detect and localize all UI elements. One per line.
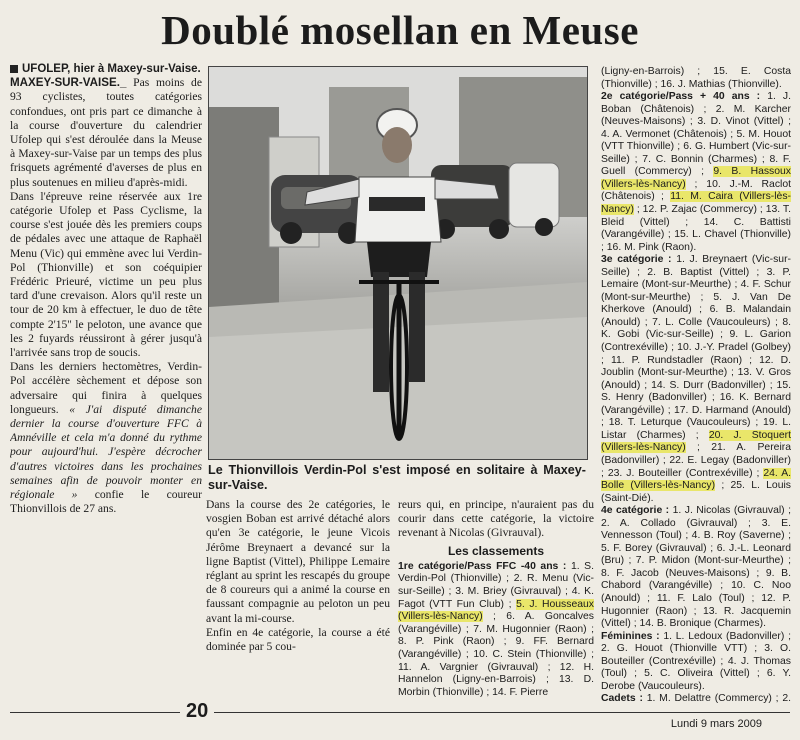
cat3-text-a: 1. J. Breynaert (Vic-sur-Seille) ; 2. B. Baptist (Vittel) ; 3. P. Lemaire (Mont-sur-Meurthe) ; 4. F. Schur (Mont-sur-Meurthe) ; 5. J. Van De Kherkove (Anould) ; 6. B. Malandain (Anould) ; 7. L. Colle (Vaucouleurs) ; 8. K. Gobi (Vic-sur-Seille) ; 9. L. Garion (Contrexéville) ; 10. J.-Y. Pradel (Golbey) ; 11. P. Rundstadler (Raon) ; 12. D. Joublin (Mont-sur-Meurthe) ; 13. V. Gros (Anould) ; 14. S. Durr (Badonviller) ; 15. S. Henry (Badonviller) ; 16. K. Bernard (Varangéville) ; 17. D. Harmand (Anould) ; 18. T. Leturque (Vaucouleurs) ; 19. L. Listar (Charmes) ; <box>601 254 791 441</box>
cat2-results <box>601 91 791 254</box>
article-column-3 <box>398 498 594 698</box>
cadets-text: 1. M. Delattre (Commercy) ; 2. <box>646 693 791 705</box>
cat4-text: 1. J. Nicolas (Givrauval) ; 2. A. Collado (Givrauval) ; 3. E. Vennesson (Toul) ; 4. B. Roy (Saverne) ; 5. F. Borey (Givrauval) ; 6. J.-L. Leonard (Bru) ; 7. P. Midon (Mont-sur-Meurthe) ; 8. F. Jacob (Neuves-Maisons) ; 9. B. Chabord (Varangéville) ; 10. C. Noo (Anould) ; 11. F. Lalo (Toul) ; 12. P. Hugonnier (Raon) ; 13. R. Jacquemin (Vittel) ; 14. B. Bronique (Charmes). <box>601 505 791 630</box>
col2-paragraph-1: Dans la course des 2e catégories, le vosgien Boban est arrivé détaché alors qu'en 3e catégorie, le jeune Vicois Jérôme Breynaert a devancé sur la ligne Baptist (Vittel), Philippe Lemaire réglant au sprint les rescapés du groupe de 8 coureurs qui a animé la course en faussant compagnie au peloton un peu avant la mi-course. <box>206 498 390 625</box>
cat1-text-a: 1. S. Verdin-Pol (Thionville) ; 2. R. Menu (Vic-sur-Seille) ; 3. M. Briey (Givrauval) ; 4. K. Fagot (VTT Fun Club) ; <box>398 560 594 610</box>
cadets-results <box>601 693 791 706</box>
cat1-highlight: 5. J. Housseaux (Villers-lès-Nancy) <box>398 598 594 623</box>
headline: Doublé mosellan en Meuse <box>161 7 639 53</box>
cat4-title: 4e catégorie : <box>601 505 670 517</box>
dateline: MAXEY-SUR-VAISE._ <box>10 76 127 90</box>
cat3-text-c: ; 25. L. Louis (Saint-Dié). <box>601 480 791 504</box>
lead-paragraph-3 <box>10 360 202 516</box>
col2-paragraph-2: Enfin en 4e catégorie, la course a été dominée par 5 cou- <box>206 625 390 654</box>
cadets-title: Cadets : <box>601 693 643 705</box>
kicker-text: UFOLEP, hier à Maxey-sur-Vaise. <box>22 63 201 75</box>
issue-date: Lundi 9 mars 2009 <box>670 718 762 730</box>
kicker <box>10 62 202 76</box>
cat1-title: 1re catégorie/Pass FFC -40 ans : <box>398 560 567 572</box>
cyclist-photo <box>208 66 588 460</box>
cat1-continued: (Ligny-en-Barrois) ; 15. E. Costa (Thionville) ; 16. J. Mathias (Thionville). <box>601 66 791 90</box>
cat2-text-b: ; 10. J.-M. Raclot (Châtenois) ; <box>601 178 791 203</box>
cat3-results <box>601 254 791 505</box>
cat2-highlight-1: 9. B. Hassoux (Villers-lès-Nancy) <box>601 166 791 190</box>
cat2-title: 2e catégorie/Pass + 40 ans : <box>601 91 761 103</box>
cat3-highlight-2: 24. A. Bolle (Villers-lès-Nancy) <box>601 467 791 492</box>
cat1-text-b: ; 6. A. Goncalves (Varangéville) ; 7. M. Hugonnier (Raon) ; 8. P. Pink (Raon) ; 9. FF. Bernard (Varangéville) ; 10. C. Stein (Thionville) ; 11. A. Vargnier (Givrauval) ; 12. H. Hannelon (Ligny-en-Barrois) ; 13. D. Morbin (Thionville) ; 14. F. Pierre <box>398 611 594 698</box>
page-number: 20 <box>180 700 214 723</box>
article-column-2 <box>206 498 390 698</box>
article-column-1 <box>10 62 202 666</box>
lead-p3-text: Dans les derniers hectomètres, Verdin-Pol accélère sèchement et dépose son adversaire qui finira à quelques longueurs. <box>10 360 202 416</box>
lead-paragraph-2: Dans l'épreuve reine réservée aux 1re catégorie Ufolep et Pass Cyclisme, la course s'est jouée dès les premiers coups de pédales avec une attaque de Raphaël Menu (Vic) qui emmène avec lui Verdin-Pol (Thionville) et son coéquipier Frédéric Prieuré, victime un peu plus tard d'une crevaison. Alors qu'il reste un tour de 20 km à effectuer, le duo de tête compte 2'15'' le peloton, une avance que les 2 fuyards réussiront à gérer jusqu'à l'arrivée sans trop de soucis. <box>10 189 202 360</box>
classements-title: Les classements <box>447 543 545 558</box>
feminines-title: Féminines : <box>601 630 660 642</box>
cat2-text-c: ; 12. P. Zajac (Commercy) ; 13. T. Bleid (Vittel) ; 14. C. Battisti (Varangéville) ; 15. L. Chavel (Thionville) ; 16. M. Pink (Raon). <box>601 204 791 253</box>
cat1-results <box>398 561 594 698</box>
cat4-results <box>601 505 791 630</box>
bullet-square-icon <box>10 65 18 73</box>
cat3-title: 3e catégorie : <box>601 254 672 266</box>
cat2-text-a: 1. J. Boban (Châtenois) ; 2. M. Karcher (Neuves-Maisons) ; 3. D. Vinot (Vittel) ; 4. A. Vermonet (Châtenois) ; 5. M. Houot (VTT Thionville) ; 6. G. Humbert (Vic-sur-Seille) ; 7. C. Bonnin (Charmes) ; 8. F. Guell (Commercy) ; <box>601 91 791 178</box>
cat3-highlight-1: 20. J. Stoquert (Villers-lès-Nancy) <box>601 429 791 454</box>
col3-paragraph: reurs qui, en principe, n'auraient pas du courir dans cette catégorie, la victoire revenant à Nicolas (Givrauval). <box>398 498 594 540</box>
photo-caption: Le Thionvillois Verdin-Pol s'est imposé en solitaire à Maxey-sur-Vaise. <box>208 463 586 492</box>
lead-paragraph-1 <box>10 76 202 190</box>
cat3-text-b: ; 21. A. Pereira (Badonviller) ; 22. E. Legay (Badonviller) ; 23. J. Bouteiller (Contrexéville) ; <box>601 442 791 479</box>
feminines-results <box>601 631 791 694</box>
footer-rule <box>10 712 790 713</box>
quote: « J'ai disputé dimanche dernier la course d'ouverture FFC à Amnéville et cela m'a donné du rythme pour aujourd'hui. J'espère décrocher d'autres victoires dans les prochaines semaines afin de pouvoir monter en régionale » <box>10 402 202 502</box>
cyclist-photo-illustration <box>209 67 587 459</box>
feminines-text: 1. L. Ledoux (Badonviller) ; 2. G. Houot (Thionville VTT) ; 3. O. Bouteiller (Contrexéville) ; 4. J. Thomas (Toul) ; 5. C. Oliveira (Vittel) ; 6. Y. Derobe (Vaucouleurs). <box>601 630 791 692</box>
results-column <box>601 66 791 706</box>
lead-p1-text: Pas moins de 93 cyclistes, toutes catégories confondues, ont pris part ce dimanche à la course d'ouverture du calendrier Ufolep qui s'est déroulée dans la Meuse à Maxey-sur-Vaise par un temps des plus frisquets agrémenté d'averses de plus en plus soutenues en milieu d'après-midi. <box>10 76 202 189</box>
lead-p4-text: confie le coureur Thionvillois de 27 ans. <box>10 488 202 516</box>
cat2-highlight-2: 11. M. Caira (Villers-lès-Nancy) <box>601 191 791 216</box>
